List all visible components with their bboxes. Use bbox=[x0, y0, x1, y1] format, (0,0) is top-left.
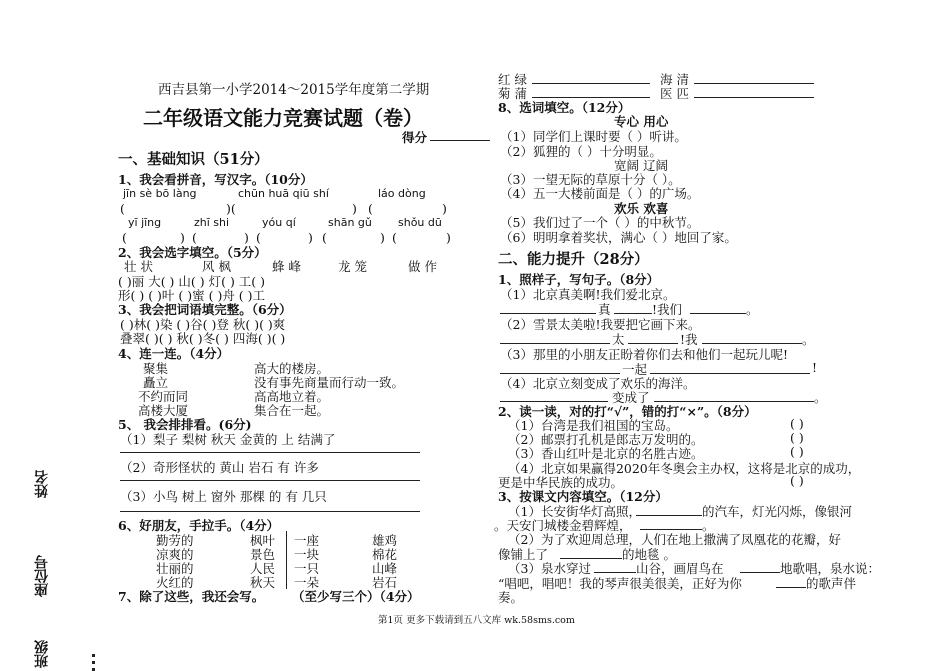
s2-item-1: （1）台湾是我们祖国的宝岛。 bbox=[508, 418, 679, 433]
s1-line-2c bbox=[702, 343, 802, 344]
q1-bracket-1c: ) bbox=[352, 201, 357, 216]
s2-mark-3: ( ) bbox=[790, 444, 804, 459]
q1-bracket-1b: )( bbox=[226, 201, 236, 216]
page-title: 二年级语文能力竞赛试题（卷） bbox=[143, 106, 423, 130]
top-row-2a: 菊 蒲 bbox=[498, 86, 527, 101]
q4-left-1: 聚集 bbox=[143, 361, 169, 376]
q8-item-1: （1）同学们上课时要（ ）听讲。 bbox=[500, 129, 687, 144]
q4-left-4: 高楼大厦 bbox=[138, 403, 189, 418]
q5-item-2: （2）奇形怪状的 黄山 岩石 有 许多 bbox=[120, 460, 319, 475]
q6-col3-1: 一座 bbox=[294, 533, 320, 548]
part1-title: 一、基础知识（51分） bbox=[118, 151, 269, 168]
q2-title: 2、我会选字填空。（5分） bbox=[118, 245, 267, 260]
q5-title: 5、 我会排排看。(6分) bbox=[118, 417, 252, 432]
q6-col2-4: 秋天 bbox=[250, 575, 276, 590]
q1-pinyin-2: chūn huā qiū shí bbox=[238, 187, 329, 200]
s3-p1a: （1）长安街华灯高照， bbox=[508, 504, 641, 519]
s1-line-2a bbox=[500, 343, 610, 344]
q8-words-2: 宽阔 辽阔 bbox=[614, 158, 668, 173]
q1-bracket-2j: ) bbox=[446, 230, 451, 245]
s1-ex2-end: !我 bbox=[680, 332, 698, 347]
q5-answer-line-3 bbox=[120, 511, 420, 512]
s3-p2b: 像铺上了 bbox=[498, 547, 549, 562]
s2-mark-2: ( ) bbox=[790, 430, 804, 445]
q2-pair-5: 做 作 bbox=[408, 259, 437, 274]
s3-p1b: 的汽车，灯光闪烁，像银河 bbox=[702, 504, 853, 519]
q2-line-2: 形( ) ( )叶 ( )蜜 ( )舟 ( )工 bbox=[118, 288, 266, 303]
s2-item-4a: （4）北京如果赢得2020年冬奥会主办权，这将是北京的成功， bbox=[508, 461, 861, 476]
q6-col1-1: 勤劳的 bbox=[156, 533, 194, 548]
q4-right-2: 没有事先商量而行动一致。 bbox=[254, 375, 405, 390]
top-line-1b bbox=[694, 83, 814, 84]
s3-p1d: 。 bbox=[702, 518, 715, 533]
s2-item-4b: 更是中华民族的成功。 bbox=[498, 475, 624, 490]
seat-label: 座位号 bbox=[34, 555, 50, 597]
q6-divider bbox=[286, 531, 287, 589]
s1-ex4-period: 。 bbox=[814, 390, 827, 405]
s2-item-2: （2）邮票打孔机是郎志万发明的。 bbox=[508, 432, 704, 447]
s3-line-3b bbox=[740, 572, 780, 573]
q8-item-5: （5）我们过了一个（ ）的中秋节。 bbox=[500, 215, 700, 230]
q1-pinyin-8: shǒu dū bbox=[398, 216, 442, 229]
s3-p3a: （3）泉水穿过 bbox=[508, 561, 591, 576]
s3-title: 3、按课文内容填空。（12分） bbox=[498, 489, 668, 504]
q1-bracket-2h: ) bbox=[380, 230, 385, 245]
q4-right-1: 高大的楼房。 bbox=[254, 361, 330, 376]
name-label: 姓名 bbox=[34, 470, 50, 498]
q1-pinyin-1: jīn sè bō làng bbox=[123, 187, 197, 200]
s3-p2a: （2）为了欢迎周总理，人们在地上撒满了凤凰花的花瓣，好 bbox=[508, 532, 841, 547]
top-line-1a bbox=[532, 83, 650, 84]
q6-col3-3: 一只 bbox=[294, 561, 320, 576]
q6-col1-4: 火红的 bbox=[156, 575, 194, 590]
s3-p3b: 山谷，画眉鸟在 bbox=[636, 561, 724, 576]
top-line-2b bbox=[694, 97, 814, 98]
q6-col2-1: 枫叶 bbox=[250, 533, 276, 548]
score-label: 得分 bbox=[402, 130, 428, 145]
q6-col1-3: 壮丽的 bbox=[156, 561, 194, 576]
top-row-1a: 红 绿 bbox=[498, 72, 527, 87]
q5-answer-line-2 bbox=[120, 480, 420, 481]
s3-p3f: 奏。 bbox=[498, 590, 524, 605]
part2-title: 二、能力提升（28分） bbox=[498, 251, 649, 268]
q6-col4-3: 山峰 bbox=[372, 561, 398, 576]
q5-item-1: （1）梨子 梨树 秋天 金黄的 上 结满了 bbox=[120, 432, 336, 447]
top-row-2b: 医 匹 bbox=[660, 86, 689, 101]
q3-line-1: ( )林( )染 ( )谷( )登 秋( )( )爽 bbox=[120, 317, 286, 332]
s1-ex4-mid: 变成了 bbox=[612, 390, 650, 405]
q4-right-4: 集合在一起。 bbox=[254, 403, 330, 418]
s1-ex2-period: 。 bbox=[802, 332, 815, 347]
s2-mark-4: ( ) bbox=[790, 473, 804, 488]
q1-bracket-2g: ( bbox=[322, 230, 327, 245]
q4-title: 4、连一连。（4分） bbox=[118, 346, 230, 361]
q1-bracket-2a: ( bbox=[122, 230, 127, 245]
q8-item-2: （2）狐狸的（ ）十分明显。 bbox=[500, 144, 662, 159]
q3-title: 3、我会把词语填完整。（6分） bbox=[118, 302, 292, 317]
q7-note: （至少写三个）（4分） bbox=[292, 589, 420, 604]
page-footer: 第1页 更多下载请到五八文库 wk.58sms.com bbox=[378, 615, 575, 626]
s3-line-3c bbox=[776, 587, 806, 588]
q4-left-3: 不约而同 bbox=[138, 389, 189, 404]
q1-title: 1、我会看拼音，写汉字。（10分） bbox=[118, 172, 313, 187]
q2-line-1: ( )丽 大( ) 山( ) 灯( ) 工( ) bbox=[118, 274, 266, 289]
q8-item-6: （6）明明拿着奖状，满心（ ）地回了家。 bbox=[500, 230, 737, 245]
q6-col4-2: 棉花 bbox=[372, 547, 398, 562]
school-line: 西吉县第一小学2014～2015学年度第二学期 bbox=[158, 82, 430, 98]
q2-pair-3: 蜂 峰 bbox=[272, 259, 301, 274]
q4-right-3: 高高地立着。 bbox=[254, 389, 330, 404]
class-label: 班级 bbox=[34, 640, 50, 668]
q6-col4-4: 岩石 bbox=[372, 575, 398, 590]
q1-bracket-2e: ( bbox=[256, 230, 261, 245]
q2-pair-4: 龙 笼 bbox=[338, 259, 367, 274]
s1-ex1-period: 。 bbox=[746, 302, 759, 317]
s3-p3e: 的歌声伴 bbox=[806, 576, 857, 591]
q1-bracket-1e: ) bbox=[442, 201, 447, 216]
q6-col4-1: 雄鸡 bbox=[372, 533, 398, 548]
q8-words-3: 欢乐 欢喜 bbox=[614, 201, 669, 216]
top-row-1b: 海 清 bbox=[660, 72, 689, 87]
s3-line-1a bbox=[636, 515, 702, 516]
q6-col3-2: 一块 bbox=[294, 547, 320, 562]
q5-answer-line-1 bbox=[120, 452, 420, 453]
s1-title: 1、照样子，写句子。（8分） bbox=[498, 272, 660, 287]
s1-ex4: （4）北京立刻变成了欢乐的海洋。 bbox=[500, 376, 696, 391]
q1-bracket-2i: ( bbox=[392, 230, 397, 245]
s1-ex2-mid: 太 bbox=[612, 332, 625, 347]
s1-line-1b bbox=[614, 313, 652, 314]
q8-title: 8、选词填空。（12分） bbox=[498, 100, 631, 115]
q7-title: 7、除了这些，我还会写。 bbox=[118, 589, 265, 604]
s1-ex3-excl: ! bbox=[812, 360, 818, 375]
s1-ex3-mid: 一起 bbox=[622, 362, 648, 377]
s2-title: 2、读一读，对的打“√”，错的打“×”。（8分） bbox=[498, 404, 757, 419]
q1-pinyin-3: láo dòng bbox=[378, 187, 426, 200]
q8-item-3: （3）一望无际的草原十分（ ）。 bbox=[500, 172, 681, 187]
s1-line-1c bbox=[690, 313, 746, 314]
s1-ex1-mid: 真 bbox=[598, 302, 611, 317]
s3-line-3a bbox=[594, 572, 636, 573]
s1-ex1-end: !我们 bbox=[652, 302, 683, 317]
s3-p3c: 地歌唱，泉水说： bbox=[780, 561, 881, 576]
q1-pinyin-6: yóu qí bbox=[262, 216, 296, 229]
q1-bracket-1d: ( bbox=[368, 201, 373, 216]
s1-ex2: （2）雪景太美啦!我要把它画下来。 bbox=[500, 317, 701, 332]
q1-pinyin-5: zhī shi bbox=[194, 216, 230, 229]
q6-col3-4: 一朵 bbox=[294, 575, 320, 590]
q6-col1-2: 凉爽的 bbox=[156, 547, 194, 562]
s3-p2c: 的地毯 。 bbox=[622, 547, 676, 562]
q3-line-2: 叠翠( )( ) 秋( )冬( ) 四海( )( ) bbox=[120, 331, 286, 346]
s3-p1c: 。天安门城楼金碧辉煌， bbox=[494, 518, 632, 533]
q1-pinyin-4: yī jīng bbox=[128, 216, 162, 229]
q1-bracket-2f: ) bbox=[308, 230, 313, 245]
q6-col2-2: 景色 bbox=[250, 547, 276, 562]
q2-pair-1: 壮 状 bbox=[124, 259, 153, 274]
q1-bracket-2c: ( bbox=[192, 230, 197, 245]
q1-pinyin-7: shān gǔ bbox=[328, 216, 372, 229]
s2-item-3: （3）香山红叶是北京的名胜古迹。 bbox=[508, 446, 704, 461]
s3-p3d: “唱吧，唱吧！我的琴声很美很美，正好为你 bbox=[498, 576, 742, 591]
q5-item-3: （3）小鸟 树上 窗外 那棵 的 有 几只 bbox=[120, 489, 327, 504]
q6-title: 6、好朋友，手拉手。（4分） bbox=[118, 518, 280, 533]
s1-line-2b bbox=[628, 343, 678, 344]
q8-words-1: 专心 用心 bbox=[614, 114, 669, 129]
q4-left-2: 矗立 bbox=[143, 375, 169, 390]
q8-item-4: （4）五一大楼前面是（ ）的广场。 bbox=[500, 186, 700, 201]
q1-bracket-2d: ) bbox=[244, 230, 249, 245]
q1-bracket-1a: ( bbox=[120, 201, 125, 216]
q1-bracket-2b: ) bbox=[180, 230, 185, 245]
s1-line-1a bbox=[500, 313, 596, 314]
binding-dotted-line bbox=[92, 654, 98, 671]
s2-mark-1: ( ) bbox=[790, 416, 804, 431]
score-line bbox=[430, 140, 490, 141]
q6-col2-3: 人民 bbox=[250, 561, 276, 576]
s1-ex1: （1）北京真美啊!我们爱北京。 bbox=[500, 287, 676, 302]
s1-ex3: （3）那里的小朋友正盼着你们去和他们一起玩儿呢! bbox=[500, 347, 788, 362]
q2-pair-2: 风 枫 bbox=[202, 259, 231, 274]
